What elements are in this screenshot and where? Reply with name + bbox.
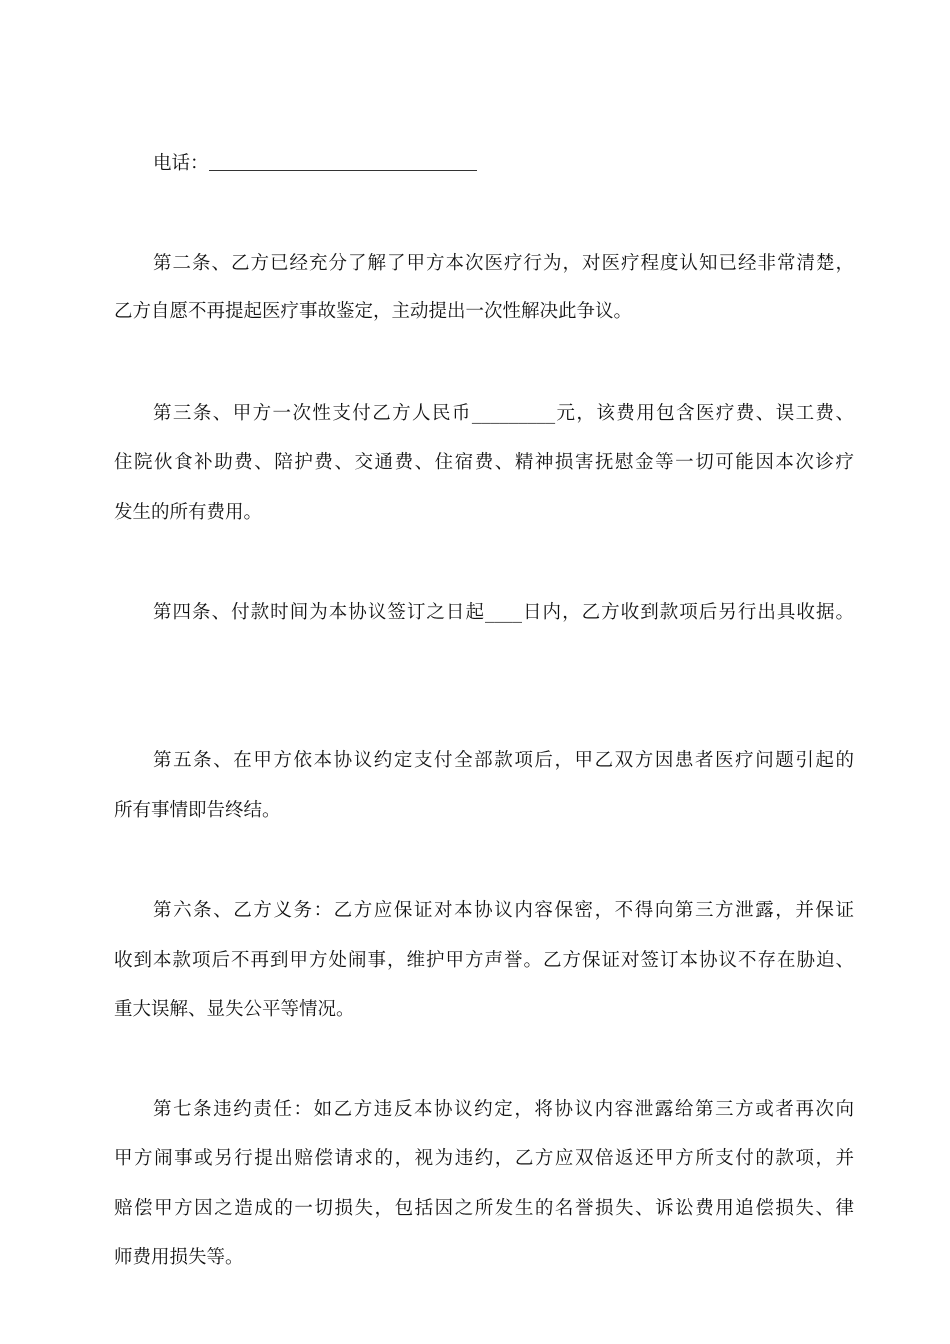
phone-field xyxy=(153,152,477,176)
article-5-line-1: 第五条、在甲方依本协议约定支付全部款项后，甲乙双方因患者医疗问题引起的 xyxy=(153,750,854,771)
article-6-line-1: 第六条、乙方义务：乙方应保证对本协议内容保密，不得向第三方泄露，并保证 xyxy=(153,900,854,921)
article-2-line-1: 第二条、乙方已经充分了解了甲方本次医疗行为，对医疗程度认知已经非常清楚， xyxy=(153,253,854,274)
article-2-line-2: 乙方自愿不再提起医疗事故鉴定，主动提出一次性解决此争议。 xyxy=(114,301,633,322)
article-3-line-3: 发生的所有费用。 xyxy=(114,502,263,523)
article-7-line-2: 甲方闹事或另行提出赔偿请求的，视为违约，乙方应双倍返还甲方所支付的款项，并 xyxy=(114,1148,854,1169)
article-6-line-3: 重大误解、显失公平等情况。 xyxy=(114,999,355,1020)
article-5-line-2: 所有事情即告终结。 xyxy=(114,800,281,821)
article-7-line-4: 师费用损失等。 xyxy=(114,1247,244,1268)
article-6-line-2: 收到本款项后不再到甲方处闹事，维护甲方声誉。乙方保证对签订本协议不存在胁迫、 xyxy=(114,950,854,971)
article-4-line-1: 第四条、付款时间为本协议签订之日起____日内，乙方收到款项后另行出具收据。 xyxy=(153,602,854,623)
phone-blank xyxy=(209,152,477,171)
article-3-line-1: 第三条、甲方一次性支付乙方人民币_________元，该费用包含医疗费、误工费、 xyxy=(153,403,854,424)
article-3-line-2: 住院伙食补助费、陪护费、交通费、住宿费、精神损害抚慰金等一切可能因本次诊疗 xyxy=(114,452,854,473)
article-7-line-3: 赔偿甲方因之造成的一切损失，包括因之所发生的名誉损失、诉讼费用追偿损失、律 xyxy=(114,1198,854,1219)
phone-label: 电话： xyxy=(153,153,209,174)
article-7-line-1: 第七条违约责任：如乙方违反本协议约定，将协议内容泄露给第三方或者再次向 xyxy=(153,1099,854,1120)
